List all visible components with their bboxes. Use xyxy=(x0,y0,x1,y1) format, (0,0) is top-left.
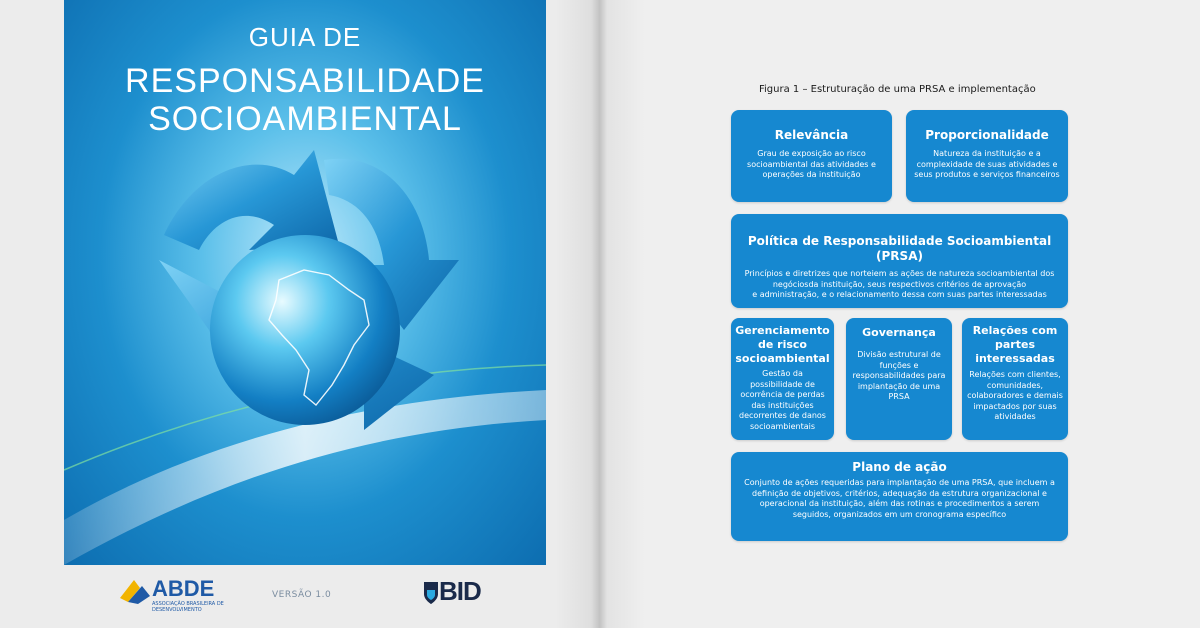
box-plano xyxy=(731,452,1068,541)
governanca-text: Divisão estrutural de funções e responsabilidades para implantação de uma PRSA xyxy=(852,350,946,401)
cover-title-small: GUIA DE xyxy=(248,22,362,52)
relevancia-text: Grau de exposição ao risco socioambiental das atividades e operações da instituição xyxy=(747,149,876,179)
version-label: VERSÃO 1.0 xyxy=(272,590,332,600)
prsa-text-line3: e administração, e o relacionamento dessa com suas partes interessadas xyxy=(752,290,1047,299)
box-governanca xyxy=(846,318,952,440)
relacoes-text: Relações com clientes, comunidades, colaboradores e demais impactados por suas atividades xyxy=(967,370,1063,421)
relevancia-title: Relevância xyxy=(774,128,849,142)
cover-title-line1: RESPONSABILIDADE xyxy=(125,62,485,100)
abde-name: ABDE xyxy=(152,576,215,601)
bid-logo xyxy=(423,576,503,606)
cover-title-line2: SOCIOAMBIENTAL xyxy=(148,100,462,138)
abde-subtitle: ASSOCIAÇÃO BRASILEIRA DE DESENVOLVIMENTO xyxy=(152,601,224,613)
gerenciamento-title: Gerenciamento de risco socioambiental xyxy=(735,324,830,365)
gerenciamento-text: Gestão da possibilidade de ocorrência de perdas das instituições decorrentes de danos socioambientais xyxy=(739,369,826,431)
proporcionalidade-text: Natureza da instituição e a complexidade de suas atividades e seus produtos e serviços financeiros xyxy=(914,149,1060,179)
plano-text: Conjunto de ações requeridas para implantação de uma PRSA, que incluem a definição de objetivos, critérios, adequação da estrutura organizacional e operacional da instituição, além das rotinas e procedimentos a serem seguidos, organizados em um cronograma específico xyxy=(744,478,1055,519)
box-prsa xyxy=(731,214,1068,308)
bid-shield-icon xyxy=(423,580,439,606)
abde-logo xyxy=(118,576,228,620)
box-relevancia xyxy=(731,110,892,202)
guide-cover xyxy=(64,0,546,565)
plano-title: Plano de ação xyxy=(852,460,947,474)
proporcionalidade-title: Proporcionalidade xyxy=(925,128,1049,142)
abde-mark-icon xyxy=(118,576,152,606)
relacoes-title: Relações com partes interessadas xyxy=(972,324,1058,365)
box-proporcionalidade xyxy=(906,110,1068,202)
prsa-title: Política de Responsabilidade Socioambiental (PRSA) xyxy=(747,234,1052,263)
prsa-text-line2: negóciosda instituição, seus respectivos critérios de aprovação xyxy=(772,279,1027,289)
figure-caption: Figura 1 – Estruturação de uma PRSA e implementação xyxy=(759,84,1036,95)
bid-name: BID xyxy=(439,576,481,606)
cover-title xyxy=(64,62,546,138)
governanca-title: Governança xyxy=(862,326,936,339)
cover-footer xyxy=(0,570,600,620)
prsa-text-line1: Princípios e diretrizes que norteiem as ações de natureza socioambiental dos xyxy=(744,269,1055,278)
box-gerenciamento xyxy=(731,318,834,440)
box-relacoes xyxy=(962,318,1068,440)
book-gutter-shadow xyxy=(555,0,645,628)
